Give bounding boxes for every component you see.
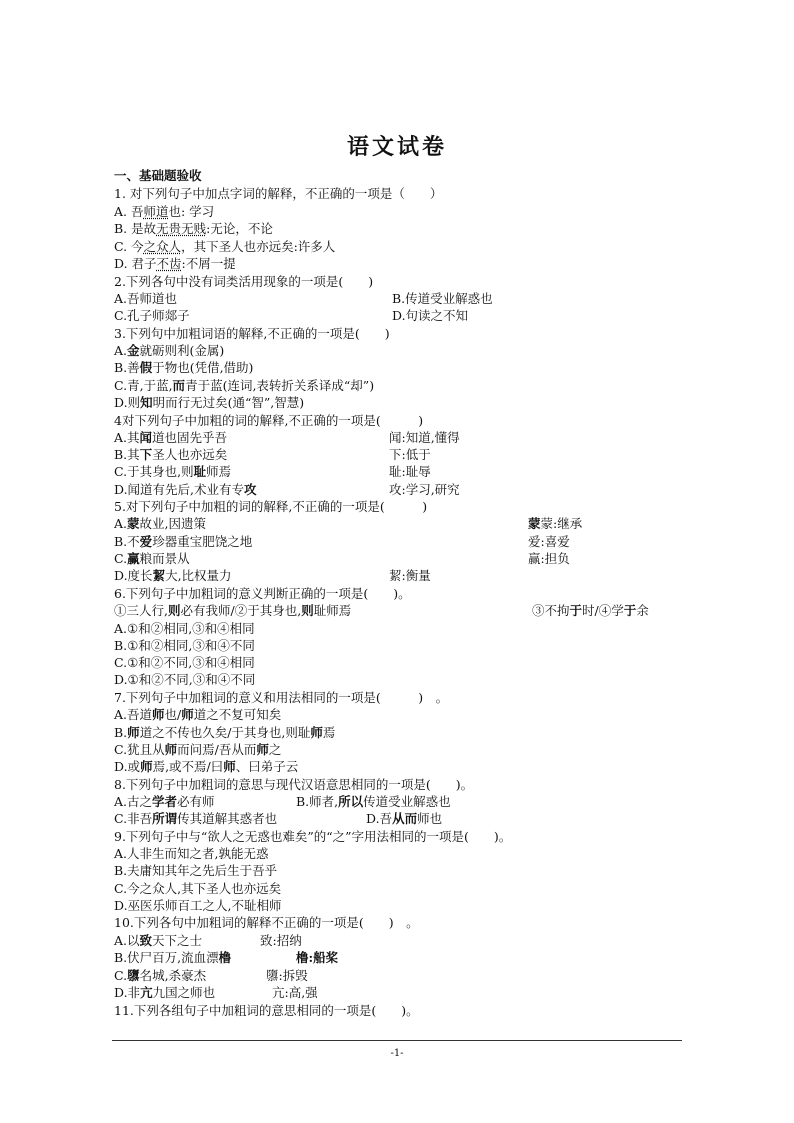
q5-a-gloss-text: 蒙:继承 bbox=[540, 516, 583, 531]
q7-option-c: C.犹且从师而问焉/吾从而师之 bbox=[114, 742, 282, 757]
q6-option-c: C.①和②不同,③和④相同 bbox=[114, 655, 255, 670]
q8-option-d: D.吾从而师也 bbox=[366, 811, 443, 826]
q4-option-d-gloss: 攻:学习,研究 bbox=[389, 482, 460, 497]
question-9-stem: 9.下列句子中与“欲人之无惑也难矣”的“之”字用法相同的一项是( )。 bbox=[114, 829, 512, 844]
q5-option-a: A.蒙故业,因遗策 bbox=[114, 516, 207, 531]
q6-option-d: D.①和②不同,③和④不同 bbox=[114, 672, 256, 687]
q10-option-b-gloss: 橹:船桨 bbox=[296, 950, 339, 965]
q8-option-a: A.古之学者必有师 bbox=[114, 794, 215, 809]
q5-option-d: D.度长絜大,比权量力 bbox=[114, 568, 232, 583]
q4-option-b: B.其下圣人也亦远矣 bbox=[114, 447, 228, 462]
question-8-stem: 8.下列句子中加粗词的意思与现代汉语意思相同的一项是( )。 bbox=[114, 777, 474, 792]
q7-option-a: A.吾道师也/师道之不复可知矣 bbox=[114, 707, 282, 722]
q3-option-c: C.青,于蓝,而青于蓝(连词,表转折关系译成“却”) bbox=[114, 378, 375, 393]
q9-option-b: B.夫庸知其年之先后生于吾乎 bbox=[114, 863, 278, 878]
q5-option-c: C.赢粮而景从 bbox=[114, 551, 190, 566]
q2-option-d: D.句读之不知 bbox=[392, 308, 469, 323]
q9-option-d: D.巫医乐师百工之人,不耻相师 bbox=[114, 898, 282, 913]
question-6-stem: 6.下列句子中加粗词的意义判断正确的一项是( )。 bbox=[114, 586, 411, 601]
question-10-stem: 10.下列各句中加粗词的解释不正确的一项是( ) 。 bbox=[114, 915, 419, 930]
q8-option-c: C.非吾所谓传其道解其惑者也 bbox=[114, 811, 278, 826]
q5-option-a-gloss: 蒙蒙:继承 bbox=[528, 516, 583, 531]
page-title: 语文试卷 bbox=[346, 134, 447, 160]
q10-option-d-gloss: 亢:高,强 bbox=[272, 985, 318, 1000]
section-heading: 一、基础题验收 bbox=[114, 168, 202, 183]
question-4-stem: 4对下列句子中加粗的词的解释,不正确的一项是( ) bbox=[114, 413, 424, 428]
q8-option-b: B.师者,所以传道受业解惑也 bbox=[296, 794, 451, 809]
q9-option-c: C.今之众人,其下圣人也亦远矣 bbox=[114, 881, 282, 896]
q1-option-c: C. 今之众人，其下圣人也亦远矣:许多人 bbox=[114, 239, 336, 254]
q10-option-a-gloss: 致:招纳 bbox=[260, 933, 302, 948]
q10-option-c-gloss: 隳:拆毁 bbox=[266, 968, 308, 983]
question-1-stem: 1. 对下列句子中加点字词的解释，不正确的一项是（ ） bbox=[114, 186, 443, 201]
q2-option-a: A.吾师道也 bbox=[114, 291, 178, 306]
q4-option-d: D.闻道有先后,术业有专攻 bbox=[114, 482, 257, 497]
q2-option-c: C.孔子师郯子 bbox=[114, 308, 190, 323]
footer-divider bbox=[112, 1040, 682, 1041]
q6-sentences-3-4: ③不拘于时/④学于余 bbox=[532, 603, 649, 618]
q1-option-d: D. 君子不齿:不屑一提 bbox=[114, 256, 236, 271]
question-11-stem: 11.下列各组句子中加粗词的意思相同的一项是( )。 bbox=[114, 1003, 419, 1018]
q9-option-a: A.人非生而知之者,孰能无惑 bbox=[114, 846, 269, 861]
q10-option-b: B.伏尸百万,流血漂橹 bbox=[114, 950, 232, 965]
q10-option-a: A.以致天下之士 bbox=[114, 933, 203, 948]
q7-option-b: B.师道之不传也久矣/于其身也,则耻师焉 bbox=[114, 725, 336, 740]
q2-option-b: B.传道受业解惑也 bbox=[392, 291, 493, 306]
q5-option-d-gloss: 絜:衡量 bbox=[389, 568, 431, 583]
q4-option-b-gloss: 下:低于 bbox=[389, 447, 431, 462]
q5-option-b-gloss: 爱:喜爱 bbox=[528, 534, 570, 549]
q10-option-d: D.非亢九国之师也 bbox=[114, 985, 216, 1000]
q4-option-a-gloss: 闻:知道,懂得 bbox=[389, 430, 460, 445]
q4-option-c: C.于其身也,则耻师焉 bbox=[114, 464, 232, 479]
q4-option-c-gloss: 耻:耻辱 bbox=[389, 464, 431, 479]
q10-option-c: C.隳名城,杀豪杰 bbox=[114, 968, 207, 983]
q7-option-d: D.或师焉,或不焉/曰师、曰弟子云 bbox=[114, 759, 299, 774]
q3-option-b: B.善假于物也(凭借,借助) bbox=[114, 360, 254, 375]
q6-sentences-1-2: ①三人行,则必有我师/②于其身也,则耻师焉 bbox=[114, 603, 352, 618]
q5-option-b: B.不爱珍器重宝肥饶之地 bbox=[114, 534, 253, 549]
question-3-stem: 3.下列句中加粗词语的解释,不正确的一项是( ) bbox=[114, 326, 390, 341]
q6-option-a: A.①和②相同,③和④相同 bbox=[114, 621, 255, 636]
question-7-stem: 7.下列句子中加粗词的意义和用法相同的一项是( ) 。 bbox=[114, 690, 449, 705]
q4-option-a: A.其闻道也固先乎吾 bbox=[114, 430, 228, 445]
q1-option-a: A. 吾师道也: 学习 bbox=[114, 204, 215, 219]
q6-option-b: B.①和②相同,③和④不同 bbox=[114, 638, 255, 653]
question-5-stem: 5.对下列句子中加粗的词的解释,不正确的一项是( ) bbox=[114, 499, 428, 514]
q1-option-b: B. 是故无贵无贱:无论，不论 bbox=[114, 221, 273, 236]
question-2-stem: 2.下列各句中没有词类活用现象的一项是( ) bbox=[114, 274, 374, 289]
page-number: -1- bbox=[390, 1048, 404, 1059]
q5-option-c-gloss: 赢:担负 bbox=[528, 551, 570, 566]
q3-option-a: A.金就砺则利(金属) bbox=[114, 343, 225, 358]
q3-option-d: D.则知明而行无过矣(通“智”,智慧) bbox=[114, 395, 305, 410]
